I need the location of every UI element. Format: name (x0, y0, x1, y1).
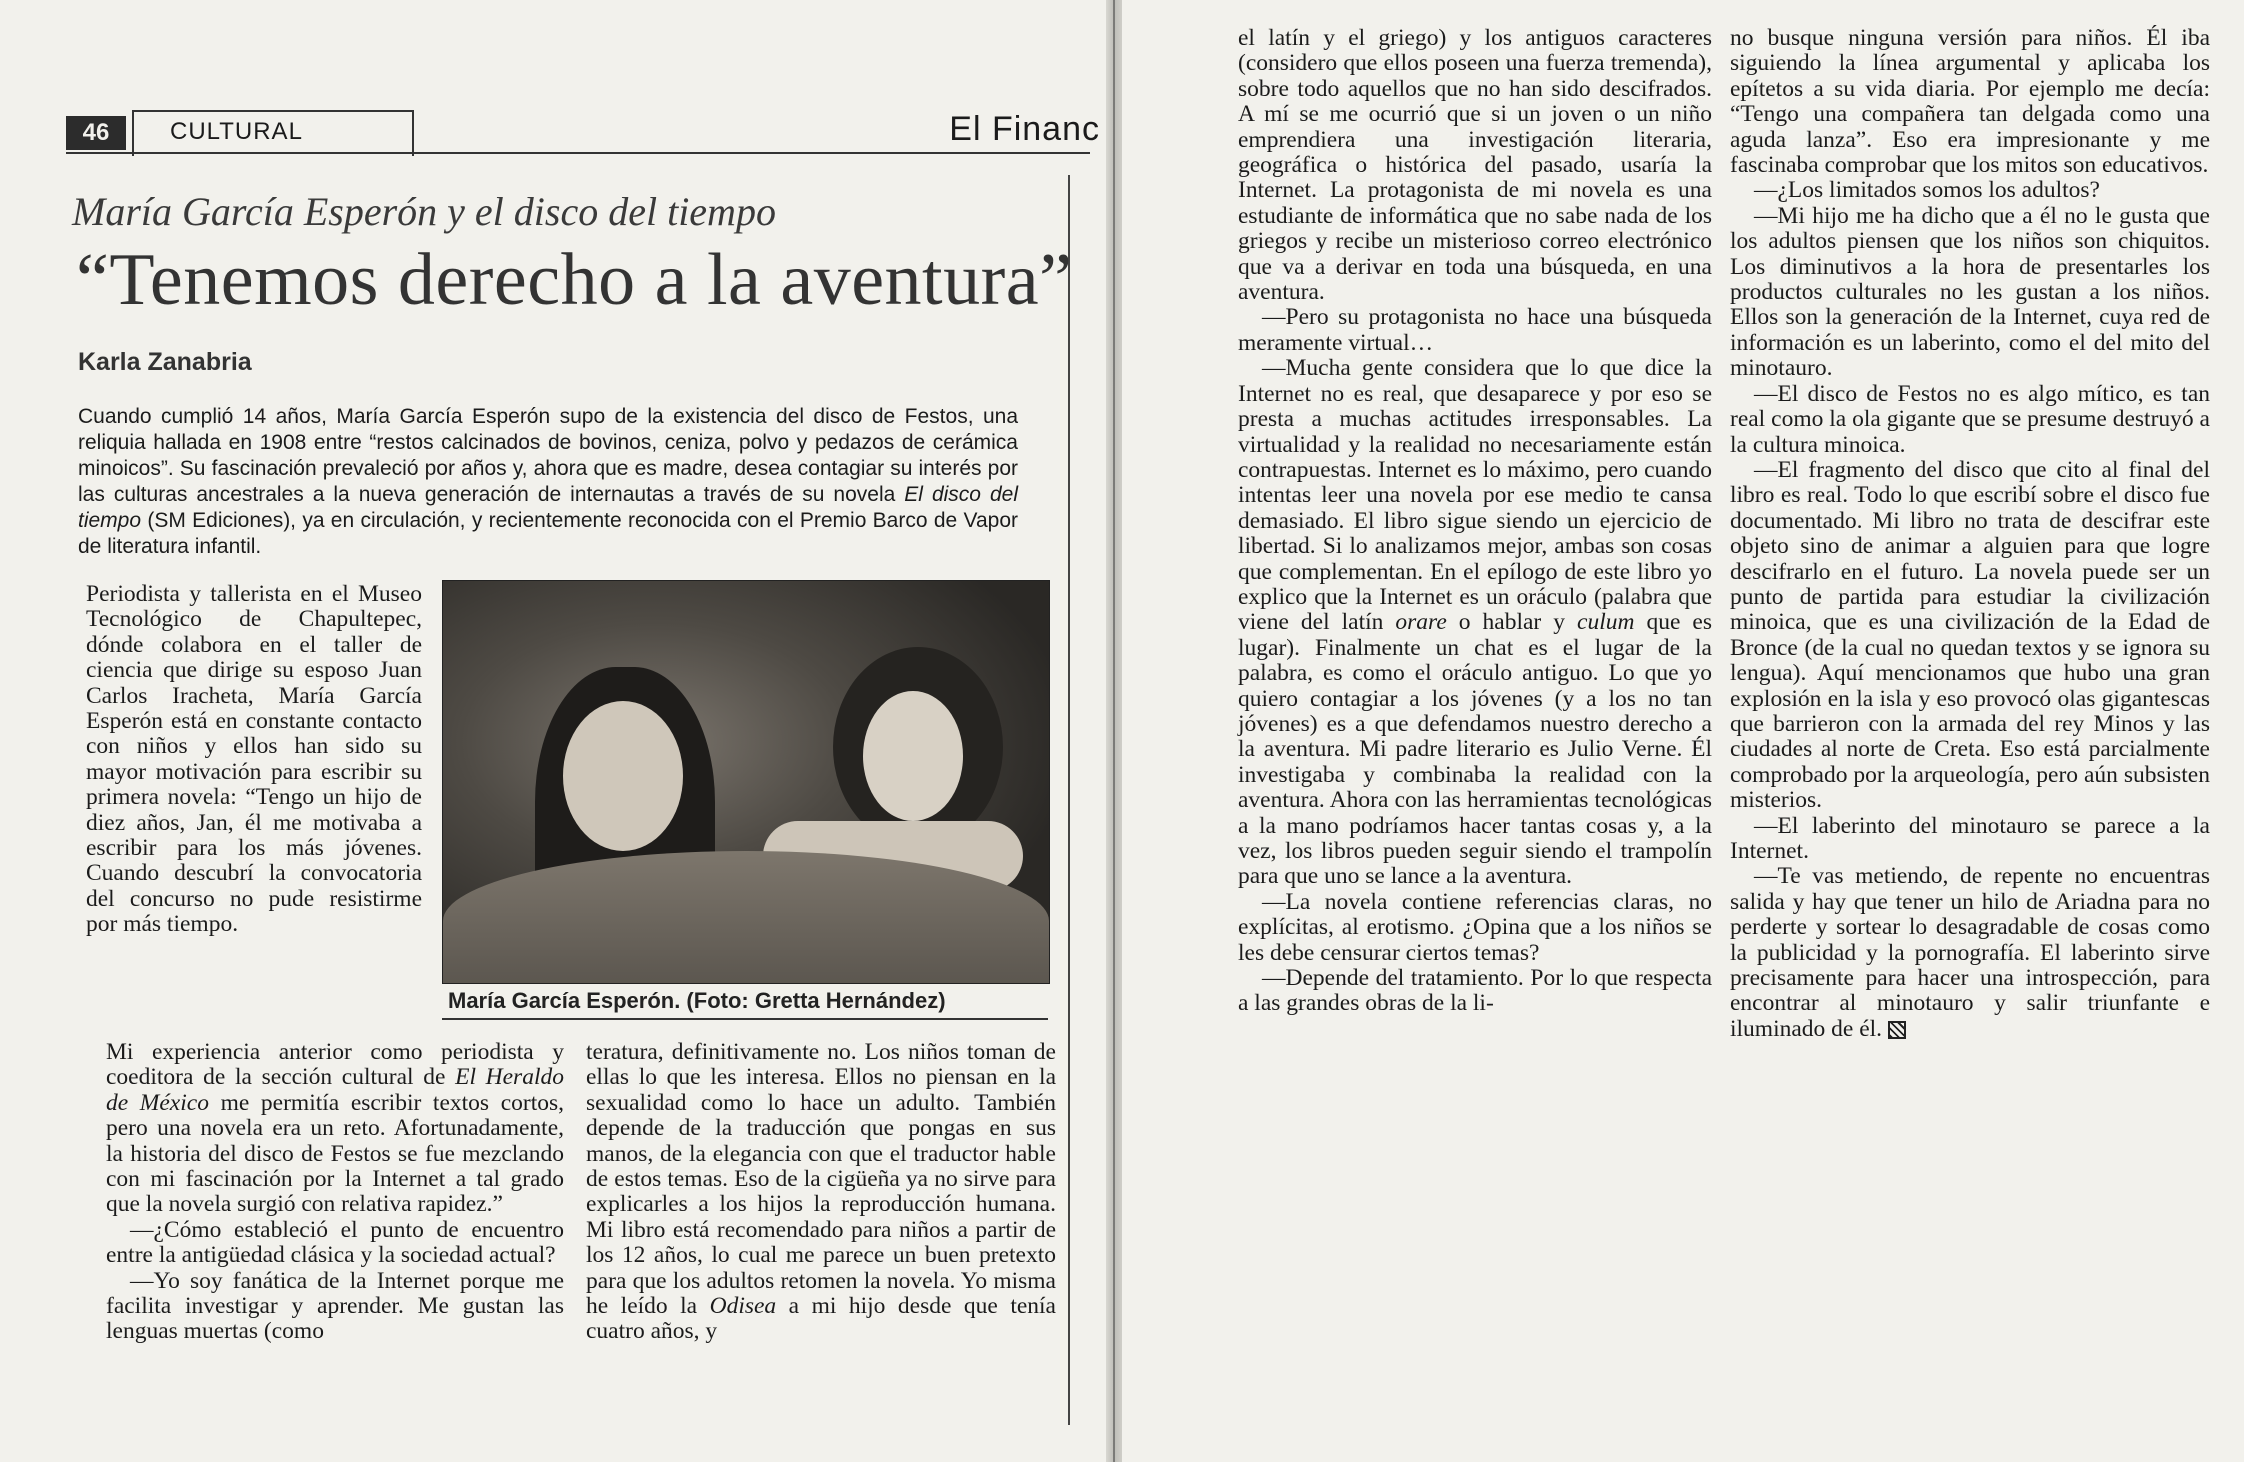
answer: —Mi hijo me ha dicho que a él no le gusta que los adultos piensen que los niños son chiquitos. Los diminutivos a la hora de presentarles los productos culturales no les gustan a los niños. Ellos son la generación de la Internet, cuya red de información es un laberinto, como el del mito del minotauro. (1730, 202, 2210, 382)
paragraph-text: a mi hijo desde que tenía cuatro años, y (586, 1293, 1056, 1345)
latin-word: orare (1395, 609, 1447, 636)
column-a-continued (106, 1040, 564, 1345)
section-header (66, 110, 1100, 154)
paragraph-text: Mi experiencia anterior como periodista y coeditora de la sección cultural de (106, 1039, 564, 1091)
newspaper-name: El Financ (949, 110, 1100, 148)
paragraph-text: que es lugar). Finalmente un chat es el lugar de la palabra, es como el oráculo antiguo. Lo que yo quiero contagiar a los jóvenes (y a los no tan jóvenes) es a que defendamos nuestro derecho a la aventura. Mi padre literario es Julio Verne. Él investigaba y combinaba la realidad con la aventura. Ahora con las herramientas tecnológicas a la mano podríamos hacer tantas cosas y, a la vez, los libros pueden seguir siendo el trampolín para que uno se lance a la aventura. (1238, 609, 1712, 890)
left-page (0, 0, 1108, 1462)
answer (1730, 864, 2210, 1042)
paragraph: el latín y el griego) y los antiguos caracteres (considero que ellos poseen una fuerza tremenda), sobre todo aquellos que no han sido descifrados. A mí se me ocurrió que si un joven o un niño emprendiera una investigación literaria, geográfica o histórica del pasado, usaría la Internet. La protagonista de mi novela es una estudiante de informática que no sabe nada de los griegos y recibe un misterioso correo electrónico que va a derivar en toda una búsqueda, en una aventura. (1238, 25, 1712, 306)
header-rule (66, 152, 1090, 154)
paragraph (586, 1040, 1056, 1345)
paragraph-text: —Te vas metiendo, de repente no encuentras salida y hay que tener un hilo de Ariadna para no perderte y sortear lo desagradable de cosas como la publicidad y la pornografía. El laberinto sirve precisamente para hacer una introspección, para encontrar al minotauro y salir triunfante e iluminado de él. (1730, 863, 2210, 1042)
question: —¿Los limitados somos los adultos? (1754, 177, 2100, 204)
article-lead (78, 404, 1018, 560)
paragraph: Periodista y tallerista en el Museo Tecnológico de Chapultepec, dónde colabora en el taller de ciencia que dirige su esposo Juan Carlos Iracheta, María García Esperón está en constante contacto con niños y ellos han sido su mayor motivación para escribir su primera novela: “Tengo un hijo de diez años, Jan, él me motivaba a escribir para los más jóvenes. Cuando descubrí la convocatoria del concurso no pude resistirme por más tiempo. (86, 581, 422, 938)
book-title: El disco del tiempo (78, 483, 1018, 532)
answer: —Yo soy fanática de la Internet porque me facilita investigar y aprender. Me gustan las lenguas muertas (como (106, 1267, 564, 1345)
book-title: Odisea (709, 1293, 777, 1320)
paragraph-text: —Mucha gente considera que lo que dice la Internet no es real, que desaparece y por eso se presta a muchas actitudes irresponsables. La virtualidad y la realidad no necesariamente están contrapuestas. Internet es lo máximo, pero cuando intentas leer una novela por ese medio te cansa demasiado. El libro sigue siendo un ejercicio de libertad. Si lo analizamos mejor, ambas son cosas que complementan. En el epílogo de este libro yo explico que la Internet es un oráculo (palabra que viene del latín (1238, 355, 1712, 636)
newspaper-title: El Heraldo de México (106, 1064, 564, 1116)
latin-word: culum (1577, 609, 1635, 636)
page-number: 46 (66, 116, 126, 150)
question: —La novela contiene referencias claras, no explícitas, al erotismo. ¿Opina que a los niños se les debe censurar ciertos temas? (1238, 888, 1712, 966)
question: —Pero su protagonista no hace una búsqueda meramente virtual… (1238, 304, 1712, 356)
question: —El laberinto del minotauro se parece a la Internet. (1730, 812, 2210, 864)
photo-shape (563, 701, 683, 851)
caption-rule (442, 1018, 1048, 1020)
article-byline: Karla Zanabria (78, 348, 252, 376)
section-label: CULTURAL (170, 118, 303, 145)
article-photo (442, 580, 1050, 984)
paragraph-text: me permitía escribir textos cortos, pero una novela era un reto. Afortunadamente, la historia del disco de Festos se fue mezclando con mi fascinación por la Internet a tal grado que la novela surgió con relativa rapidez.” (106, 1089, 564, 1218)
article-headline: “Tenemos derecho a la aventura” (76, 239, 1073, 321)
paragraph: no busque ninguna versión para niños. Él iba siguiendo la línea argumental y aplicaba los epítetos a su vida diaria. Por ejemplo me decía: “Tengo una compañera tan delgada como una aguda lanza”. Eso era impresionante y me fascinaba comprobar que los mitos son educativos. (1730, 25, 2210, 179)
answer: —El fragmento del disco que cito al final del libro es real. Todo lo que escribí sobre el disco fue documentado. Mi libro no trata de descifrar este objeto sino de animar a alguien para que logre descifrarlo en el futuro. La novela puede ser un punto de partida para estudiar la civilización minoica, que es una civilización de la Edad de Bronce (de la cual no quedan textos y se ignora su lengua). Aquí mencionamos que hubo una gran explosión en la isla y eso provocó olas gigantescas que barrieron con la armada del rey Minos y las ciudades al norte de Creta. Eso está parcialmente comprobado por la arqueología, pero aún subsisten misterios. (1730, 456, 2210, 814)
paragraph-text: teratura, definitivamente no. Los niños toman de ellas lo que les interesa. Ellos no piensan en la sexualidad como lo hace un adulto. También depende de la traducción que pongas en sus manos, de la elegancia con que el traductor hable de estos temas. Eso de la cigüeña ya no sirve para explicarles a los hijos la reproducción humana. Mi libro está recomendado para niños a partir de los 12 años, lo cual me parece un buen pretexto para que los adultos retomen la novela. Yo misma he leído la (586, 1039, 1056, 1320)
fold-line (1113, 0, 1115, 1462)
question: —¿Cómo estableció el punto de encuentro entre la antigüedad clásica y la sociedad actual? (106, 1216, 564, 1269)
column-a (86, 582, 422, 938)
end-of-article-icon (1888, 1021, 1906, 1039)
paragraph-text: o hablar y (1446, 609, 1578, 636)
column-rule (1068, 175, 1070, 1425)
answer: —Depende del tratamiento. Por lo que respecta a las grandes obras de la li- (1238, 965, 1712, 1017)
lead-text: Cuando cumplió 14 años, María García Esperón supo de la existencia del disco de Festos, una reliquia hallada en 1908 entre “restos calcinados de bovinos, ceniza, polvo y pedazos de cerámica minoicos”. Su fascinación prevaleció por años y, ahora que es madre, desea contagiar su interés por las culturas ancestrales a la nueva generación de internautas a través de su novela (78, 405, 1018, 506)
column-d (1730, 26, 2210, 1042)
lead-text-end: (SM Ediciones), ya en circulación, y recientemente reconocida con el Premio Barco de Vapor de literatura infantil. (78, 509, 1018, 558)
column-b (586, 1040, 1056, 1345)
photo-caption: María García Esperón. (Foto: Gretta Hernández) (448, 988, 946, 1013)
question: —El disco de Festos no es algo mítico, es tan real como la ola gigante que se presume destruyó a la cultura minoica. (1730, 380, 2210, 458)
photo-shape (443, 851, 1049, 984)
article-kicker: María García Esperón y el disco del tiempo (72, 189, 776, 234)
photo-shape (863, 691, 963, 821)
paragraph (106, 1040, 564, 1218)
answer (1238, 356, 1712, 890)
column-c (1238, 26, 1712, 1017)
